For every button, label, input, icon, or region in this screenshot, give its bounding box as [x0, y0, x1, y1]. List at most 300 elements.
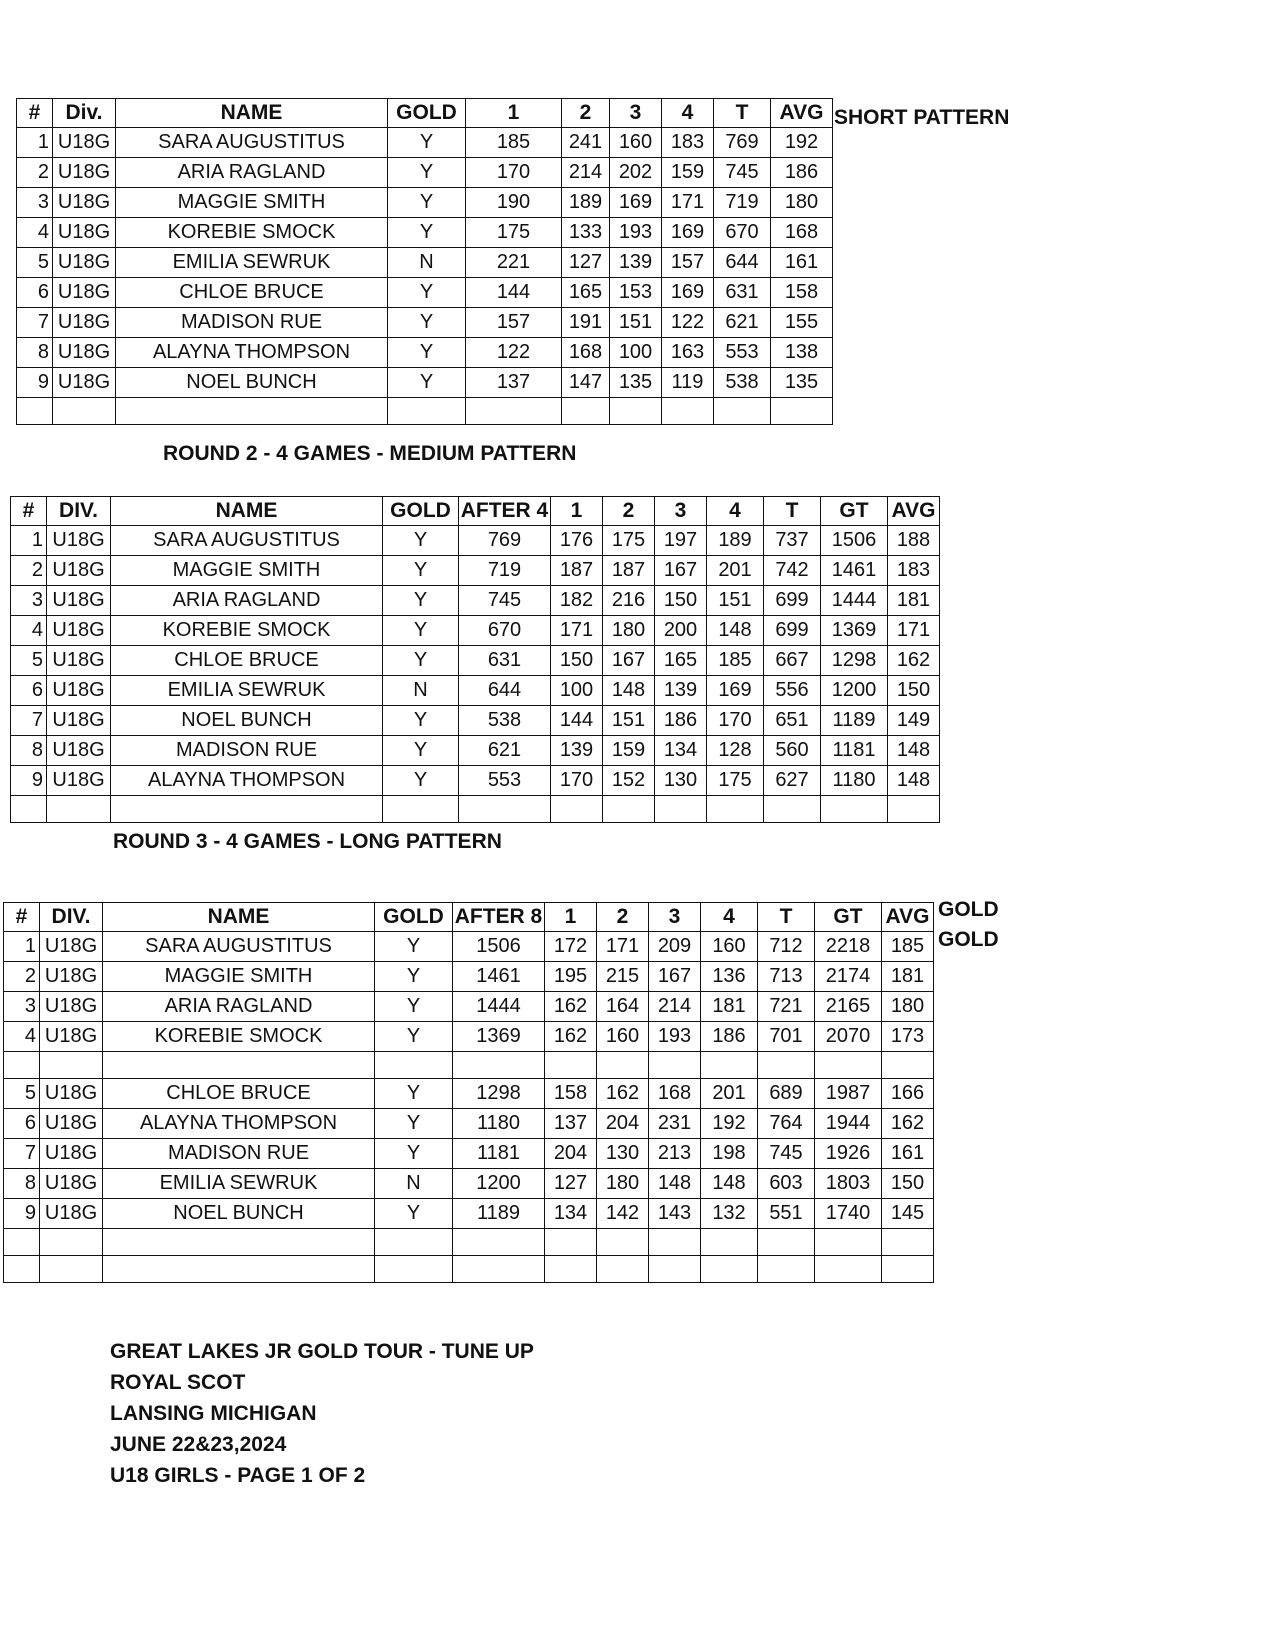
- table-cell: 1: [17, 128, 53, 158]
- empty-cell: [375, 1256, 453, 1283]
- table-cell: 742: [764, 556, 821, 586]
- empty-row: [11, 796, 940, 823]
- empty-cell: [545, 1256, 597, 1283]
- table-cell: 1180: [453, 1109, 545, 1139]
- table-cell: 644: [714, 248, 771, 278]
- empty-cell: [4, 1256, 40, 1283]
- table-cell: Y: [383, 646, 459, 676]
- table-cell: U18G: [47, 556, 111, 586]
- table-cell: 1506: [453, 932, 545, 962]
- table-cell: 160: [701, 932, 758, 962]
- table-cell: U18G: [47, 526, 111, 556]
- table-cell: U18G: [53, 218, 116, 248]
- table-row: [4, 1169, 934, 1199]
- table-cell: 198: [701, 1139, 758, 1169]
- table-cell: ARIA RAGLAND: [116, 158, 388, 188]
- table-cell: 214: [562, 158, 610, 188]
- table-cell: 1926: [815, 1139, 882, 1169]
- table-cell: 167: [655, 556, 707, 586]
- table-cell: 169: [662, 218, 714, 248]
- round1-header-cell: Div.: [53, 99, 116, 128]
- round3-header-cell: AFTER 8: [453, 903, 545, 932]
- table-cell: 192: [701, 1109, 758, 1139]
- empty-cell: [103, 1256, 375, 1283]
- round3-header-cell: 4: [701, 903, 758, 932]
- table-cell: 164: [597, 992, 649, 1022]
- table-cell: 5: [17, 248, 53, 278]
- table-cell: 136: [701, 962, 758, 992]
- table-cell: 627: [764, 766, 821, 796]
- empty-cell: [758, 1229, 815, 1256]
- round2-header-cell: NAME: [111, 497, 383, 526]
- table-cell: 241: [562, 128, 610, 158]
- table-cell: 134: [545, 1199, 597, 1229]
- table-cell: Y: [375, 1109, 453, 1139]
- empty-cell: [466, 398, 562, 425]
- empty-cell: [453, 1256, 545, 1283]
- table-cell: 185: [882, 932, 934, 962]
- table-cell: 538: [459, 706, 551, 736]
- table-cell: Y: [388, 308, 466, 338]
- table-cell: 1987: [815, 1079, 882, 1109]
- round1-header-cell: GOLD: [388, 99, 466, 128]
- table-cell: 651: [764, 706, 821, 736]
- table-cell: Y: [388, 218, 466, 248]
- table-cell: Y: [388, 158, 466, 188]
- table-cell: 162: [882, 1109, 934, 1139]
- table-cell: 171: [551, 616, 603, 646]
- table-cell: 745: [758, 1139, 815, 1169]
- table-cell: 137: [466, 368, 562, 398]
- table-cell: Y: [388, 368, 466, 398]
- round3-table: [3, 902, 934, 1283]
- empty-cell: [551, 796, 603, 823]
- round3-header-row: [4, 903, 934, 932]
- table-cell: 165: [562, 278, 610, 308]
- table-row: [11, 766, 940, 796]
- round3-body: [4, 932, 934, 1283]
- table-cell: 4: [4, 1022, 40, 1052]
- table-cell: 1180: [821, 766, 888, 796]
- table-row: [17, 338, 833, 368]
- table-cell: 5: [11, 646, 47, 676]
- table-cell: 183: [888, 556, 940, 586]
- empty-cell: [701, 1229, 758, 1256]
- table-cell: 621: [459, 736, 551, 766]
- table-cell: 701: [758, 1022, 815, 1052]
- table-cell: CHLOE BRUCE: [116, 278, 388, 308]
- round1-header-cell: 3: [610, 99, 662, 128]
- table-cell: NOEL BUNCH: [103, 1199, 375, 1229]
- table-cell: 7: [4, 1139, 40, 1169]
- table-cell: U18G: [53, 368, 116, 398]
- table-cell: 137: [545, 1109, 597, 1139]
- table-cell: 4: [17, 218, 53, 248]
- table-cell: 3: [17, 188, 53, 218]
- table-cell: 215: [597, 962, 649, 992]
- table-cell: 127: [562, 248, 610, 278]
- table-cell: U18G: [40, 932, 103, 962]
- empty-cell: [821, 796, 888, 823]
- round3-header-cell: AVG: [882, 903, 934, 932]
- table-cell: U18G: [47, 766, 111, 796]
- table-cell: Y: [375, 1199, 453, 1229]
- empty-cell: [815, 1052, 882, 1079]
- table-cell: 148: [649, 1169, 701, 1199]
- table-cell: EMILIA SEWRUK: [103, 1169, 375, 1199]
- table-cell: 216: [603, 586, 655, 616]
- table-cell: Y: [388, 278, 466, 308]
- round2-header-cell: 4: [707, 497, 764, 526]
- empty-row: [4, 1052, 934, 1079]
- table-cell: 213: [649, 1139, 701, 1169]
- table-cell: CHLOE BRUCE: [111, 646, 383, 676]
- round3-header-cell: GOLD: [375, 903, 453, 932]
- table-cell: 162: [597, 1079, 649, 1109]
- empty-cell: [649, 1052, 701, 1079]
- table-cell: 180: [882, 992, 934, 1022]
- table-cell: ALAYNA THOMPSON: [111, 766, 383, 796]
- table-cell: 130: [655, 766, 707, 796]
- table-cell: U18G: [53, 338, 116, 368]
- table-cell: 152: [603, 766, 655, 796]
- table-cell: 139: [610, 248, 662, 278]
- table-cell: 135: [771, 368, 833, 398]
- round3-header-cell: DIV.: [40, 903, 103, 932]
- table-cell: Y: [383, 706, 459, 736]
- table-cell: 188: [888, 526, 940, 556]
- table-cell: 170: [707, 706, 764, 736]
- table-cell: U18G: [40, 1139, 103, 1169]
- empty-cell: [562, 398, 610, 425]
- event-center: ROYAL SCOT: [110, 1371, 246, 1394]
- empty-cell: [771, 398, 833, 425]
- table-cell: 150: [888, 676, 940, 706]
- table-cell: 667: [764, 646, 821, 676]
- table-cell: 171: [597, 932, 649, 962]
- table-cell: 2070: [815, 1022, 882, 1052]
- table-cell: 553: [459, 766, 551, 796]
- table-cell: 1: [4, 932, 40, 962]
- round2-table: [10, 496, 940, 823]
- table-row: [4, 932, 934, 962]
- empty-cell: [103, 1052, 375, 1079]
- table-cell: U18G: [40, 962, 103, 992]
- event-date: JUNE 22&23,2024: [110, 1433, 287, 1456]
- round1-header-row: [17, 99, 833, 128]
- table-cell: U18G: [53, 188, 116, 218]
- table-cell: 149: [888, 706, 940, 736]
- table-cell: U18G: [47, 616, 111, 646]
- table-cell: 180: [603, 616, 655, 646]
- round2-header-cell: GT: [821, 497, 888, 526]
- round2-title: ROUND 2 - 4 GAMES - MEDIUM PATTERN: [163, 442, 577, 465]
- table-cell: ALAYNA THOMPSON: [103, 1109, 375, 1139]
- table-cell: 100: [610, 338, 662, 368]
- round3-header-cell: 2: [597, 903, 649, 932]
- table-cell: 192: [771, 128, 833, 158]
- table-row: [17, 278, 833, 308]
- table-cell: 145: [882, 1199, 934, 1229]
- table-cell: ARIA RAGLAND: [111, 586, 383, 616]
- table-cell: 8: [17, 338, 53, 368]
- table-row: [11, 646, 940, 676]
- table-cell: ARIA RAGLAND: [103, 992, 375, 1022]
- round2-header-cell: 2: [603, 497, 655, 526]
- table-cell: 689: [758, 1079, 815, 1109]
- table-cell: SARA AUGUSTITUS: [103, 932, 375, 962]
- table-cell: U18G: [53, 308, 116, 338]
- table-cell: 163: [662, 338, 714, 368]
- table-cell: 2165: [815, 992, 882, 1022]
- table-cell: 8: [11, 736, 47, 766]
- round2-header-cell: AFTER 4: [459, 497, 551, 526]
- table-row: [17, 128, 833, 158]
- table-row: [4, 1022, 934, 1052]
- table-cell: Y: [388, 188, 466, 218]
- table-cell: 193: [649, 1022, 701, 1052]
- round3-header-cell: #: [4, 903, 40, 932]
- empty-cell: [545, 1052, 597, 1079]
- table-cell: 2174: [815, 962, 882, 992]
- table-cell: 180: [771, 188, 833, 218]
- empty-cell: [815, 1256, 882, 1283]
- event-footer: [110, 1336, 534, 1491]
- table-row: [11, 526, 940, 556]
- table-cell: 538: [714, 368, 771, 398]
- table-cell: Y: [375, 1022, 453, 1052]
- table-cell: Y: [383, 766, 459, 796]
- table-cell: 1200: [453, 1169, 545, 1199]
- empty-cell: [758, 1052, 815, 1079]
- table-cell: 157: [662, 248, 714, 278]
- table-cell: 148: [707, 616, 764, 646]
- table-cell: 3: [4, 992, 40, 1022]
- table-cell: 6: [4, 1109, 40, 1139]
- round1-table: [16, 98, 833, 425]
- table-cell: 172: [545, 932, 597, 962]
- table-cell: 158: [545, 1079, 597, 1109]
- table-cell: EMILIA SEWRUK: [116, 248, 388, 278]
- table-cell: 168: [562, 338, 610, 368]
- round2-header-cell: T: [764, 497, 821, 526]
- empty-row: [17, 398, 833, 425]
- table-cell: 139: [551, 736, 603, 766]
- table-cell: 1369: [453, 1022, 545, 1052]
- round2-header-cell: 3: [655, 497, 707, 526]
- round3-header-cell: NAME: [103, 903, 375, 932]
- table-cell: U18G: [47, 586, 111, 616]
- table-cell: 155: [771, 308, 833, 338]
- empty-cell: [11, 796, 47, 823]
- table-cell: 168: [771, 218, 833, 248]
- empty-cell: [375, 1229, 453, 1256]
- table-row: [11, 706, 940, 736]
- table-cell: 169: [662, 278, 714, 308]
- table-cell: 621: [714, 308, 771, 338]
- table-cell: 176: [551, 526, 603, 556]
- table-cell: 769: [714, 128, 771, 158]
- table-cell: 1944: [815, 1109, 882, 1139]
- empty-cell: [111, 796, 383, 823]
- table-cell: 182: [551, 586, 603, 616]
- table-cell: 7: [11, 706, 47, 736]
- table-cell: 186: [655, 706, 707, 736]
- empty-row: [4, 1256, 934, 1283]
- table-cell: 127: [545, 1169, 597, 1199]
- table-cell: 133: [562, 218, 610, 248]
- table-cell: 191: [562, 308, 610, 338]
- table-cell: 197: [655, 526, 707, 556]
- table-row: [17, 248, 833, 278]
- table-row: [4, 1079, 934, 1109]
- table-cell: U18G: [40, 1169, 103, 1199]
- empty-cell: [655, 796, 707, 823]
- table-cell: ALAYNA THOMPSON: [116, 338, 388, 368]
- table-cell: 175: [466, 218, 562, 248]
- round2-header-cell: GOLD: [383, 497, 459, 526]
- empty-cell: [701, 1052, 758, 1079]
- table-cell: 8: [4, 1169, 40, 1199]
- table-cell: MAGGIE SMITH: [103, 962, 375, 992]
- round3-gold-mark-1: GOLD: [938, 898, 999, 921]
- table-cell: 119: [662, 368, 714, 398]
- table-cell: KOREBIE SMOCK: [103, 1022, 375, 1052]
- table-cell: 699: [764, 586, 821, 616]
- table-cell: 161: [771, 248, 833, 278]
- table-cell: KOREBIE SMOCK: [111, 616, 383, 646]
- table-cell: 180: [597, 1169, 649, 1199]
- table-cell: 171: [662, 188, 714, 218]
- table-cell: 719: [459, 556, 551, 586]
- table-cell: SARA AUGUSTITUS: [116, 128, 388, 158]
- table-row: [11, 736, 940, 766]
- table-cell: 201: [701, 1079, 758, 1109]
- table-cell: 1461: [821, 556, 888, 586]
- table-row: [4, 1199, 934, 1229]
- table-cell: 200: [655, 616, 707, 646]
- table-cell: 161: [882, 1139, 934, 1169]
- table-cell: 181: [701, 992, 758, 1022]
- table-row: [17, 368, 833, 398]
- empty-cell: [17, 398, 53, 425]
- table-cell: 170: [551, 766, 603, 796]
- table-cell: 167: [603, 646, 655, 676]
- round3-title: ROUND 3 - 4 GAMES - LONG PATTERN: [113, 830, 502, 853]
- table-row: [4, 1109, 934, 1139]
- table-cell: 151: [707, 586, 764, 616]
- table-cell: U18G: [40, 1079, 103, 1109]
- round3-header-cell: T: [758, 903, 815, 932]
- table-cell: U18G: [40, 1109, 103, 1139]
- table-cell: 181: [882, 962, 934, 992]
- table-cell: 644: [459, 676, 551, 706]
- empty-cell: [597, 1256, 649, 1283]
- table-cell: 1189: [453, 1199, 545, 1229]
- table-cell: 138: [771, 338, 833, 368]
- table-cell: NOEL BUNCH: [116, 368, 388, 398]
- table-cell: 2: [17, 158, 53, 188]
- table-cell: KOREBIE SMOCK: [116, 218, 388, 248]
- table-cell: U18G: [47, 736, 111, 766]
- table-cell: 160: [597, 1022, 649, 1052]
- round1-header-cell: 4: [662, 99, 714, 128]
- table-cell: U18G: [47, 706, 111, 736]
- empty-cell: [103, 1229, 375, 1256]
- table-cell: 560: [764, 736, 821, 766]
- table-cell: 159: [603, 736, 655, 766]
- table-cell: MAGGIE SMITH: [116, 188, 388, 218]
- table-cell: Y: [383, 586, 459, 616]
- empty-cell: [649, 1256, 701, 1283]
- table-cell: 132: [701, 1199, 758, 1229]
- table-cell: 214: [649, 992, 701, 1022]
- table-cell: Y: [388, 338, 466, 368]
- empty-cell: [882, 1229, 934, 1256]
- table-cell: 204: [597, 1109, 649, 1139]
- table-cell: 1200: [821, 676, 888, 706]
- empty-cell: [603, 796, 655, 823]
- table-row: [17, 308, 833, 338]
- table-cell: 1461: [453, 962, 545, 992]
- table-cell: 2: [4, 962, 40, 992]
- table-cell: 1181: [453, 1139, 545, 1169]
- event-tour-name: GREAT LAKES JR GOLD TOUR - TUNE UP: [110, 1340, 534, 1363]
- round1-header-cell: #: [17, 99, 53, 128]
- empty-cell: [758, 1256, 815, 1283]
- table-cell: 1369: [821, 616, 888, 646]
- table-cell: 169: [707, 676, 764, 706]
- table-cell: 142: [597, 1199, 649, 1229]
- table-cell: 201: [707, 556, 764, 586]
- empty-cell: [459, 796, 551, 823]
- table-cell: 670: [459, 616, 551, 646]
- empty-cell: [707, 796, 764, 823]
- table-cell: 150: [882, 1169, 934, 1199]
- table-cell: 1298: [821, 646, 888, 676]
- table-cell: 171: [888, 616, 940, 646]
- empty-cell: [116, 398, 388, 425]
- table-row: [11, 616, 940, 646]
- table-cell: 135: [610, 368, 662, 398]
- round3-header-cell: 1: [545, 903, 597, 932]
- table-cell: 1740: [815, 1199, 882, 1229]
- table-cell: 553: [714, 338, 771, 368]
- table-cell: 9: [11, 766, 47, 796]
- table-cell: U18G: [47, 676, 111, 706]
- table-cell: 144: [466, 278, 562, 308]
- round2-header-cell: #: [11, 497, 47, 526]
- table-cell: 6: [17, 278, 53, 308]
- table-cell: 159: [662, 158, 714, 188]
- table-cell: 745: [459, 586, 551, 616]
- table-cell: Y: [375, 1139, 453, 1169]
- table-cell: 186: [771, 158, 833, 188]
- table-cell: 130: [597, 1139, 649, 1169]
- table-cell: 9: [4, 1199, 40, 1229]
- table-cell: 204: [545, 1139, 597, 1169]
- table-cell: 189: [562, 188, 610, 218]
- table-cell: Y: [383, 526, 459, 556]
- table-cell: 165: [655, 646, 707, 676]
- table-cell: 170: [466, 158, 562, 188]
- table-cell: 9: [17, 368, 53, 398]
- table-cell: N: [375, 1169, 453, 1199]
- table-cell: 160: [610, 128, 662, 158]
- table-cell: 150: [551, 646, 603, 676]
- table-cell: 139: [655, 676, 707, 706]
- table-cell: Y: [383, 616, 459, 646]
